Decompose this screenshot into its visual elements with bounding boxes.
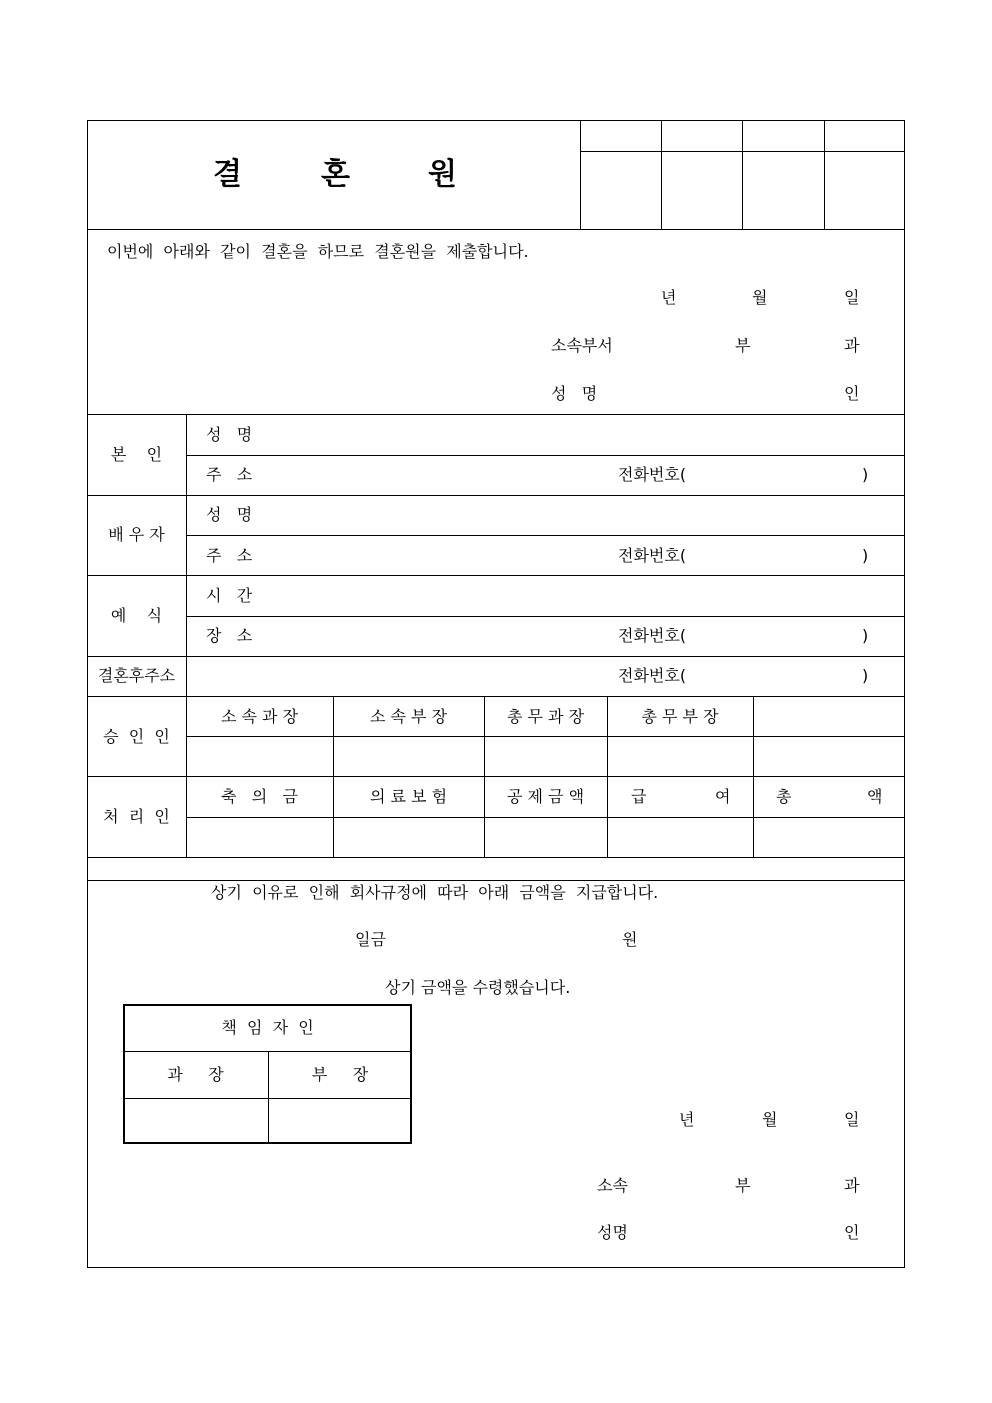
spouse-phone-close: ) <box>862 546 869 565</box>
responsible-rule <box>123 1098 412 1099</box>
processor-header-4b: 여 <box>715 787 731 806</box>
responsible-title: 책 임 자 인 <box>221 1018 314 1037</box>
intro-bottom-rule <box>87 414 905 415</box>
intro-statement: 이번에 아래와 같이 결혼을 하므로 결혼원을 제출합니다. <box>107 242 529 261</box>
intro-name-seal: 인 <box>844 384 860 403</box>
footer-dept-label: 소속 <box>597 1176 628 1195</box>
ceremony-phone-label: 전화번호( <box>618 626 687 645</box>
title-char-3: 원 <box>428 157 457 192</box>
row-rule <box>186 817 905 818</box>
spouse-address-label: 주 소 <box>206 546 253 565</box>
payment-amount-label: 일금 <box>355 930 386 949</box>
row-rule <box>87 575 905 576</box>
approver-header-1: 소 속 과 장 <box>220 707 299 726</box>
footer-date-day: 일 <box>844 1110 860 1129</box>
approver-header-2: 소 속 부 장 <box>369 707 448 726</box>
title-bottom-rule <box>87 229 905 230</box>
processors-label: 처 리 인 <box>103 807 170 826</box>
title-char-1: 결 <box>213 157 242 192</box>
processor-header-3: 공 제 금 액 <box>506 787 585 806</box>
payment-statement: 상기 이유로 인해 회사규정에 따라 아래 금액을 지급합니다. <box>211 883 659 902</box>
intro-date-year: 년 <box>661 288 677 307</box>
intro-dept-bu: 부 <box>735 336 751 355</box>
post-address-label: 결혼후주소 <box>97 666 176 685</box>
spouse-name-label: 성 명 <box>206 505 253 524</box>
intro-date-month: 월 <box>752 288 768 307</box>
stamp-box-divider <box>661 120 662 229</box>
ceremony-label: 예 식 <box>110 606 163 625</box>
footer-date-month: 월 <box>762 1110 778 1129</box>
row-rule <box>87 857 905 858</box>
row-rule <box>87 880 905 881</box>
responsible-col2: 부 장 <box>311 1065 369 1084</box>
processor-header-4a: 급 <box>631 787 647 806</box>
stamp-box-rule <box>580 151 905 152</box>
ceremony-place-label: 장 소 <box>206 626 253 645</box>
footer-dept-bu: 부 <box>735 1176 751 1195</box>
processor-header-5a: 총 <box>776 787 792 806</box>
row-rule <box>87 656 905 657</box>
stamp-box-divider <box>742 120 743 229</box>
self-name-label: 성 명 <box>206 425 253 444</box>
footer-date-year: 년 <box>679 1110 695 1129</box>
approver-header-4: 총 무 부 장 <box>641 707 719 726</box>
payment-received: 상기 금액을 수령했습니다. <box>385 978 571 997</box>
post-address-phone-label: 전화번호( <box>618 666 687 685</box>
processor-header-2: 의 료 보 험 <box>369 787 448 806</box>
processor-header-1: 축 의 금 <box>221 787 298 806</box>
title-char-2: 혼 <box>321 157 350 192</box>
ceremony-time-label: 시 간 <box>206 586 253 605</box>
footer-name-seal: 인 <box>844 1223 860 1242</box>
row-rule <box>87 495 905 496</box>
row-rule <box>87 776 905 777</box>
intro-name-label: 성 명 <box>551 384 598 403</box>
spouse-label: 배 우 자 <box>108 525 165 544</box>
footer-dept-gwa: 과 <box>844 1176 860 1195</box>
ceremony-phone-close: ) <box>862 626 869 645</box>
payment-won: 원 <box>622 930 638 949</box>
stamp-box-divider <box>824 120 825 229</box>
responsible-col1: 과 장 <box>167 1065 224 1084</box>
self-phone-close: ) <box>862 465 869 484</box>
intro-date-day: 일 <box>844 288 860 307</box>
processor-header-5b: 액 <box>867 787 883 806</box>
intro-dept-label: 소속부서 <box>551 336 613 355</box>
self-address-label: 주 소 <box>206 465 253 484</box>
row-rule <box>186 535 905 536</box>
spouse-phone-label: 전화번호( <box>618 546 687 565</box>
post-address-phone-close: ) <box>862 666 869 685</box>
row-rule <box>87 696 905 697</box>
self-phone-label: 전화번호( <box>618 465 687 484</box>
row-rule <box>186 736 905 737</box>
self-label: 본 인 <box>110 445 163 464</box>
footer-name-label: 성명 <box>597 1223 628 1242</box>
row-rule <box>186 455 905 456</box>
row-rule <box>186 616 905 617</box>
intro-dept-gwa: 과 <box>844 336 860 355</box>
approvers-label: 승 인 인 <box>103 727 170 746</box>
approver-header-3: 총 무 과 장 <box>506 707 585 726</box>
stamp-box-divider <box>580 120 581 229</box>
